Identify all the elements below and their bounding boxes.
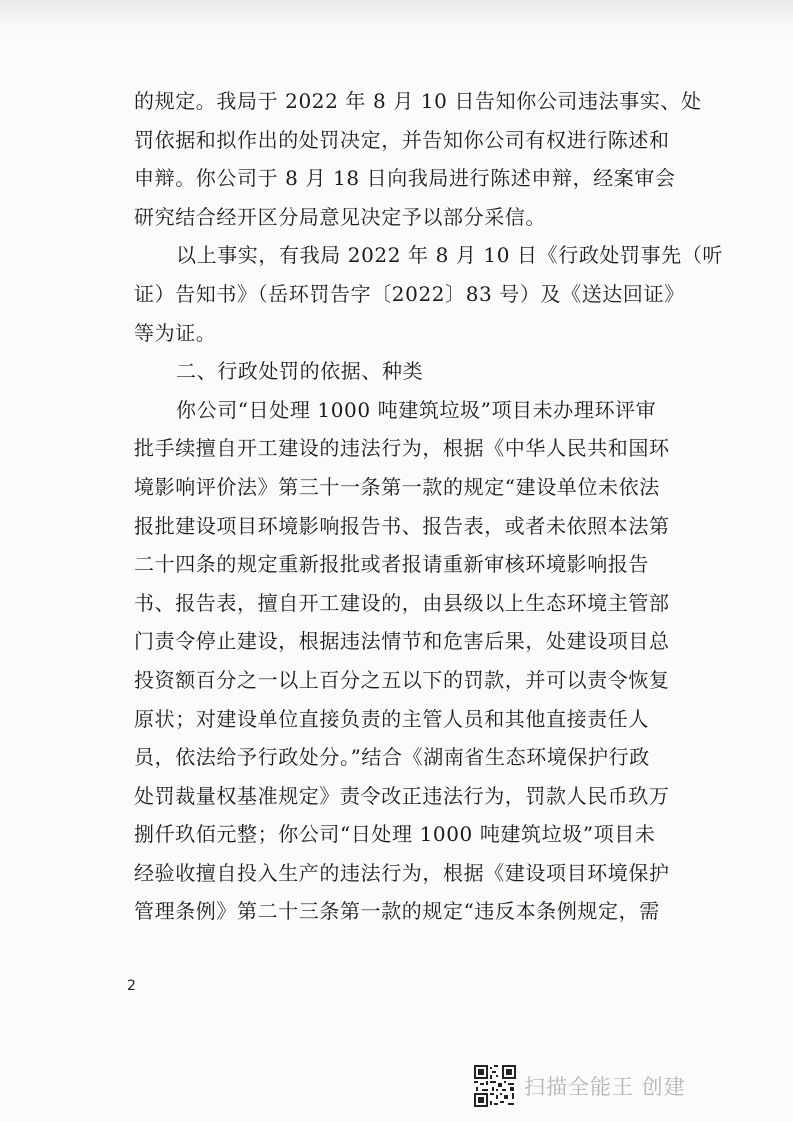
text-line: 二十四条的规定重新报批或者报请重新审核环境影响报告 — [134, 552, 649, 577]
text-line: 二、行政处罚的依据、种类 — [176, 359, 424, 384]
watermark-text: 扫描全能王 创建 — [524, 1075, 686, 1099]
text-line: 你公司“日处理 1000 吨建筑垃圾”项目未办理环评审 — [176, 397, 657, 422]
scanner-watermark — [474, 1064, 686, 1108]
text-line: 申辩。你公司于 8 月 18 日向我局进行陈述申辩，经案审会 — [134, 166, 676, 191]
text-line: 证）告知书》（岳环罚告字〔2022〕83 号）及《送达回证》 — [134, 281, 685, 306]
text-line: 投资额百分之一以上百分之五以下的罚款，并可以责令恢复 — [134, 667, 670, 692]
document-body — [134, 82, 724, 931]
text-line: 以上事实，有我局 2022 年 8 月 10 日《行政处罚事先（听 — [176, 243, 724, 268]
text-line: 等为证。 — [134, 320, 217, 345]
paragraph — [134, 352, 664, 391]
paragraph — [134, 236, 724, 352]
text-line: 报批建设项目环境影响报告书、报告表，或者未依照本法第 — [134, 513, 670, 538]
text-line: 批手续擅自开工建设的违法行为，根据《中华人民共和国环 — [134, 436, 670, 461]
text-line: 书、报告表，擅自开工建设的，由县级以上生态环境主管部 — [134, 590, 670, 615]
text-line: 门责令停止建设，根据违法情节和危害后果，处建设项目总 — [134, 629, 670, 654]
text-line: 的规定。我局于 2022 年 8 月 10 日告知你公司违法事实、处 — [134, 89, 702, 113]
text-line: 管理条例》第二十三条第一款的规定“违反本条例规定，需 — [134, 899, 660, 924]
text-line: 研究结合经开区分局意见决定予以部分采信。 — [134, 204, 546, 229]
scan-shadow — [0, 0, 793, 28]
paragraph — [134, 82, 702, 236]
text-line: 经验收擅自投入生产的违法行为，根据《建设项目环境保护 — [134, 860, 670, 885]
text-line: 员，依法给予行政处分。”结合《湖南省生态环境保护行政 — [134, 745, 650, 770]
text-line: 捌仟玖佰元整；你公司“日处理 1000 吨建筑垃圾”项目未 — [134, 822, 656, 847]
text-line: 原状；对建设单位直接负责的主管人员和其他直接责任人 — [134, 706, 649, 731]
paragraph — [134, 391, 670, 931]
text-line: 罚依据和拟作出的处罚决定，并告知你公司有权进行陈述和 — [134, 127, 670, 152]
text-line: 处罚裁量权基准规定》责令改正违法行为，罚款人民币玖万 — [134, 783, 670, 808]
page-number: 2 — [127, 978, 136, 994]
qr-code-icon — [474, 1065, 516, 1107]
text-line: 境影响评价法》第三十一条第一款的规定“建设单位未依法 — [134, 474, 660, 499]
